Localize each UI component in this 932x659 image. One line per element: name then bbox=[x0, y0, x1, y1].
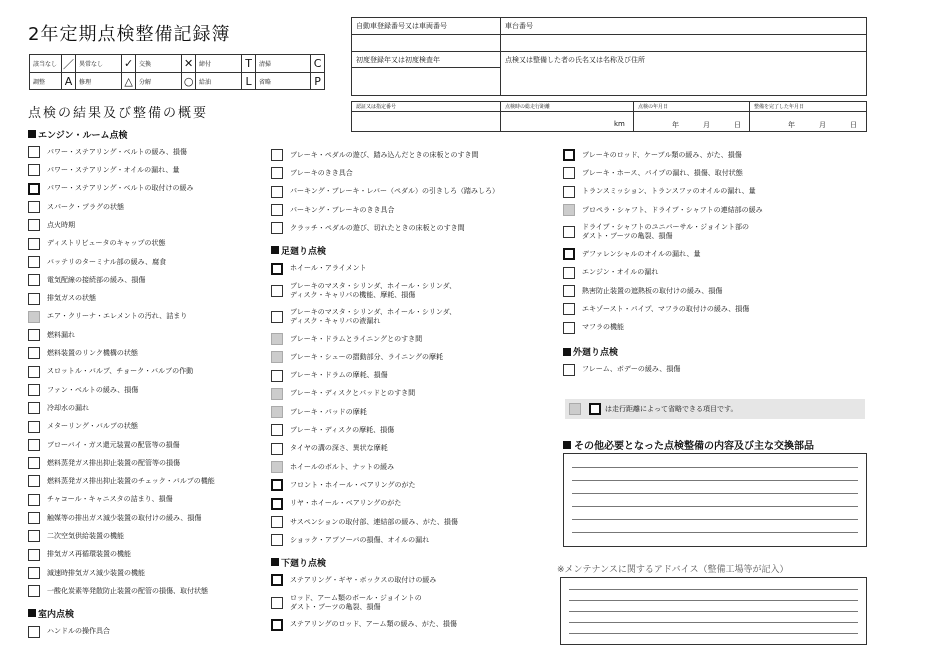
legend-cell bbox=[30, 55, 75, 72]
item-checkbox[interactable] bbox=[28, 274, 40, 286]
checklist-item bbox=[28, 363, 268, 381]
writing-line bbox=[572, 480, 858, 481]
item-label: マフラの機能 bbox=[582, 323, 624, 332]
legend-label: 締付 bbox=[199, 61, 212, 68]
odometer-label: 点検時の総走行距離 bbox=[505, 104, 551, 110]
interior-heading bbox=[28, 604, 268, 622]
checklist-item bbox=[28, 491, 268, 509]
advice-heading: ※メンテナンスに関するアドバイス（整備工場等が記入） bbox=[557, 565, 789, 575]
item-label: ハンドルの操作具合 bbox=[47, 627, 110, 636]
writing-line bbox=[572, 467, 858, 468]
heading-marker bbox=[563, 441, 571, 449]
item-label: ブレーキのきき具合 bbox=[290, 169, 353, 178]
interior-items bbox=[28, 622, 268, 640]
vehicle-info-table bbox=[351, 17, 867, 96]
cert-label: 認証又は指定番号 bbox=[356, 104, 397, 110]
complete-date-label: 整備を完了した年月日 bbox=[754, 104, 805, 110]
section-title: 点検の結果及び整備の概要 bbox=[28, 106, 209, 121]
item-label: ホイール・アライメント bbox=[290, 264, 367, 273]
undercarriage-items bbox=[271, 259, 556, 549]
item-checkbox[interactable] bbox=[28, 293, 40, 305]
item-checkbox[interactable] bbox=[271, 351, 283, 363]
item-checkbox[interactable] bbox=[28, 421, 40, 433]
heading-text: 下廻り点検 bbox=[281, 558, 327, 569]
item-checkbox[interactable] bbox=[28, 530, 40, 542]
legend-cell bbox=[135, 73, 195, 89]
item-label: エンジン・オイルの漏れ bbox=[582, 268, 659, 277]
legend-cell bbox=[75, 55, 135, 72]
item-checkbox[interactable] bbox=[28, 256, 40, 268]
item-checkbox[interactable] bbox=[563, 167, 575, 179]
heading-text: エンジン・ルーム点検 bbox=[38, 130, 128, 141]
heading-marker bbox=[28, 609, 36, 617]
item-label: ステアリングのロッド、アーム類の緩み、がた、損傷 bbox=[290, 620, 457, 629]
checklist-item bbox=[271, 440, 556, 458]
checklist-item bbox=[271, 259, 556, 277]
checklist-item bbox=[28, 582, 268, 600]
item-checkbox[interactable] bbox=[28, 219, 40, 231]
checklist-item bbox=[271, 494, 556, 512]
item-label: ブレーキ・ホース、パイプの漏れ、損傷、取付状態 bbox=[582, 169, 743, 178]
item-checkbox[interactable] bbox=[271, 333, 283, 345]
checklist-item bbox=[563, 183, 863, 201]
checklist-item bbox=[271, 366, 556, 384]
checklist-item bbox=[563, 263, 863, 281]
writing-line bbox=[569, 600, 858, 601]
checklist-item bbox=[271, 590, 556, 616]
item-label: 排気ガス再循環装置の機能 bbox=[47, 550, 131, 559]
item-label: ブレーキのロッド、ケーブル類の緩み、がた、損傷 bbox=[582, 150, 742, 159]
inspect-date-label: 点検の年月日 bbox=[638, 104, 669, 110]
checklist-item bbox=[271, 513, 556, 531]
item-label: パーキング・ブレーキ・レバー（ペダル）の引きしろ（踏みしろ） bbox=[290, 187, 500, 196]
checklist-item bbox=[28, 546, 268, 564]
checklist-item bbox=[28, 198, 268, 216]
item-checkbox[interactable] bbox=[271, 498, 283, 510]
item-label: フロント・ホイール・ベアリングのがた bbox=[290, 480, 416, 489]
page-title: 2年定期点検整備記録簿 bbox=[28, 24, 231, 45]
legend-label: 調整 bbox=[33, 78, 46, 86]
checklist-item bbox=[28, 564, 268, 582]
item-label: 冷却水の漏れ bbox=[47, 403, 89, 412]
item-label: ステアリング・ギヤ・ボックスの取付けの緩み bbox=[290, 576, 437, 585]
item-label: 二次空気供給装置の機能 bbox=[47, 532, 124, 540]
item-checkbox[interactable] bbox=[28, 512, 40, 524]
item-checkbox[interactable] bbox=[28, 585, 40, 597]
checklist-item bbox=[28, 509, 268, 527]
checklist-item bbox=[28, 344, 268, 362]
item-checkbox[interactable] bbox=[28, 201, 40, 213]
writing-line bbox=[569, 622, 858, 623]
checklist-item bbox=[271, 421, 556, 439]
legend-cell bbox=[135, 55, 195, 72]
shop-label: 点検又は整備した者の氏名又は名称及び住所 bbox=[505, 56, 645, 64]
engine-room-heading bbox=[28, 125, 268, 143]
item-label: 点火時期 bbox=[47, 220, 75, 229]
legend-label: 該当なし bbox=[33, 61, 58, 68]
legend-symbol: P bbox=[310, 73, 324, 89]
item-label: ブレーキ・シューの摺動部分、ライニングの摩耗 bbox=[290, 352, 443, 361]
undercarriage-heading bbox=[271, 241, 556, 259]
checklist-item bbox=[271, 616, 556, 634]
item-label: 減速時排気ガス減少装置の機能 bbox=[47, 568, 145, 577]
item-label: ディストリビュータのキャップの状態 bbox=[47, 239, 166, 248]
legend-symbol: C bbox=[310, 55, 324, 72]
writing-line bbox=[572, 506, 858, 507]
item-checkbox[interactable] bbox=[28, 238, 40, 250]
item-checkbox[interactable] bbox=[271, 370, 283, 382]
item-checkbox[interactable] bbox=[563, 186, 575, 198]
item-checkbox[interactable] bbox=[28, 475, 40, 487]
item-label: ドライブ・シャフトのユニバーサル・ジョイント部の ダスト・ブーツの亀裂、損傷 bbox=[582, 223, 749, 241]
checklist-item bbox=[28, 436, 268, 454]
checklist-item bbox=[563, 146, 863, 164]
item-label: ファン・ベルトの緩み、損傷 bbox=[47, 385, 139, 394]
checklist-item bbox=[271, 403, 556, 421]
legend-symbol: ✕ bbox=[181, 55, 195, 72]
item-checkbox[interactable] bbox=[563, 322, 575, 334]
item-label: 電気配線の接続部の緩み、損傷 bbox=[47, 275, 146, 284]
item-checkbox[interactable] bbox=[28, 626, 40, 638]
item-checkbox[interactable] bbox=[271, 311, 283, 323]
item-checkbox[interactable] bbox=[28, 183, 40, 195]
checklist-item bbox=[271, 278, 556, 304]
interior-cont-items bbox=[271, 146, 556, 237]
item-checkbox[interactable] bbox=[28, 146, 40, 158]
item-checkbox[interactable] bbox=[271, 443, 283, 455]
item-label: ショック・アブソーバの損傷、オイルの漏れ bbox=[290, 535, 430, 544]
item-checkbox[interactable] bbox=[271, 479, 283, 491]
item-checkbox[interactable] bbox=[271, 204, 283, 216]
checklist-item bbox=[563, 282, 863, 300]
item-checkbox[interactable] bbox=[28, 366, 40, 378]
item-checkbox[interactable] bbox=[271, 597, 283, 609]
item-label: 燃料蒸発ガス排出抑止装置のチェック・バルブの機能 bbox=[47, 477, 215, 486]
other-notes-area[interactable] bbox=[563, 453, 867, 547]
legend-symbol: ／ bbox=[61, 55, 75, 72]
inspection-info-table bbox=[351, 101, 867, 132]
checklist-item bbox=[28, 143, 268, 161]
column-3 bbox=[563, 146, 863, 379]
checklist-item bbox=[28, 271, 268, 289]
item-label: トランスミッション、トランスファのオイルの漏れ、量 bbox=[582, 187, 756, 196]
item-checkbox[interactable] bbox=[563, 226, 575, 238]
checklist-item bbox=[28, 326, 268, 344]
item-label: ブレーキ・パッドの摩耗 bbox=[290, 407, 367, 416]
legend-symbol: △ bbox=[121, 73, 135, 89]
item-label: 燃料漏れ bbox=[47, 330, 75, 339]
legend-symbol: L bbox=[241, 73, 255, 89]
item-label: 排気ガスの状態 bbox=[47, 294, 96, 303]
writing-line bbox=[572, 493, 858, 494]
item-checkbox[interactable] bbox=[563, 303, 575, 315]
legend-cell bbox=[30, 73, 75, 89]
item-label: パワー・ステアリング・ベルトの取付けの緩み bbox=[47, 184, 194, 193]
heading-marker bbox=[271, 246, 279, 254]
checklist-item bbox=[28, 180, 268, 198]
heading-marker bbox=[28, 130, 36, 138]
item-checkbox[interactable] bbox=[563, 248, 575, 260]
legend-symbol: T bbox=[241, 55, 255, 72]
complete-day: 日 bbox=[850, 121, 857, 129]
checklist-item bbox=[28, 472, 268, 490]
column-2 bbox=[271, 146, 556, 634]
item-label: チャコール・キャニスタの詰まり、損傷 bbox=[47, 495, 173, 504]
item-label: エキゾースト・パイプ、マフラの取付けの緩み、損傷 bbox=[582, 304, 750, 313]
item-label: ブレーキ・ペダルの遊び、踏み込んだときの床板とのすき間 bbox=[290, 150, 479, 159]
item-checkbox[interactable] bbox=[271, 222, 283, 234]
item-label: スロットル・バルブ、チョーク・バルブの作動 bbox=[47, 367, 194, 376]
legend-label: 清掃 bbox=[259, 61, 272, 68]
checklist-item bbox=[563, 318, 863, 336]
item-checkbox[interactable] bbox=[28, 402, 40, 414]
checklist-item bbox=[28, 454, 268, 472]
writing-line bbox=[572, 519, 858, 520]
other-heading bbox=[563, 437, 814, 452]
reg-no-label: 自動車登録番号又は車両番号 bbox=[356, 22, 447, 30]
item-checkbox[interactable] bbox=[28, 164, 40, 176]
item-checkbox[interactable] bbox=[271, 285, 283, 297]
inspect-day: 日 bbox=[734, 121, 741, 129]
under-body-cont-items bbox=[563, 146, 863, 337]
item-checkbox[interactable] bbox=[271, 149, 283, 161]
heading-text: 足廻り点検 bbox=[281, 246, 327, 257]
checklist-item bbox=[271, 219, 556, 237]
legend-cell bbox=[75, 73, 135, 89]
legend-table bbox=[29, 54, 325, 90]
item-label: ブレーキのマスタ・シリンダ、ホイール・シリンダ、 ディスク・キャリパの液漏れ bbox=[290, 308, 457, 325]
item-label: 熱害防止装置の遮熱板の取付けの緩み、損傷 bbox=[582, 286, 723, 295]
legend-label: 分解 bbox=[139, 78, 152, 86]
exterior-items bbox=[563, 361, 863, 379]
checklist-item bbox=[28, 289, 268, 307]
chassis-label: 車台番号 bbox=[505, 22, 533, 30]
item-checkbox[interactable] bbox=[271, 424, 283, 436]
checklist-item bbox=[28, 527, 268, 545]
legend-cell bbox=[195, 73, 255, 89]
item-label: リヤ・ホイール・ベアリングのがた bbox=[290, 499, 402, 508]
checklist-item bbox=[28, 216, 268, 234]
checklist-item bbox=[271, 304, 556, 330]
writing-line bbox=[572, 532, 858, 533]
checklist-item bbox=[563, 219, 863, 245]
item-checkbox[interactable] bbox=[28, 347, 40, 359]
heading-text: その他必要となった点検整備の内容及び主な交換部品 bbox=[574, 441, 814, 452]
odometer-unit: km bbox=[614, 120, 625, 128]
checklist-item bbox=[271, 146, 556, 164]
item-checkbox[interactable] bbox=[563, 285, 575, 297]
inspect-month: 月 bbox=[703, 121, 710, 129]
item-label: ブレーキのマスタ・シリンダ、ホイール・シリンダ、 ディスク・キャリパの機能、摩耗、損傷 bbox=[290, 282, 457, 299]
item-label: スパーク・プラグの状態 bbox=[47, 202, 124, 211]
item-checkbox[interactable] bbox=[28, 311, 40, 323]
item-label: メターリング・バルブの状態 bbox=[47, 422, 138, 431]
item-label: デファレンシャルのオイルの漏れ、量 bbox=[582, 249, 701, 258]
checklist-item bbox=[271, 531, 556, 549]
legend-cell bbox=[195, 55, 255, 72]
checklist-item bbox=[28, 234, 268, 252]
item-label: 燃料装置のリンク機構の状態 bbox=[47, 349, 138, 358]
omission-note bbox=[565, 399, 865, 419]
heading-marker bbox=[271, 558, 279, 566]
legend-label: 修理 bbox=[79, 78, 92, 86]
item-label: クラッチ・ペダルの遊び、切れたときの床板とのすき間 bbox=[290, 223, 465, 232]
item-checkbox[interactable] bbox=[271, 461, 283, 473]
item-checkbox[interactable] bbox=[563, 204, 575, 216]
item-checkbox[interactable] bbox=[271, 574, 283, 586]
item-label: タイヤの溝の深さ、異状な摩耗 bbox=[290, 444, 388, 453]
item-checkbox[interactable] bbox=[271, 516, 283, 528]
checklist-item bbox=[271, 385, 556, 403]
item-checkbox[interactable] bbox=[271, 388, 283, 400]
writing-line bbox=[569, 611, 858, 612]
legend-cell bbox=[255, 73, 324, 89]
checklist-item bbox=[563, 245, 863, 263]
legend-label: 交換 bbox=[139, 61, 152, 68]
item-label: ブレーキ・ディスクとパッドとのすき間 bbox=[290, 389, 416, 398]
writing-line bbox=[569, 589, 858, 590]
writing-line bbox=[569, 633, 858, 634]
legend-cell bbox=[255, 55, 324, 72]
note-text: は走行距離によって省略できる項目です。 bbox=[605, 405, 738, 413]
checklist-item bbox=[563, 300, 863, 318]
divider bbox=[352, 34, 866, 35]
under-body-items bbox=[271, 571, 556, 634]
legend-label: 給油 bbox=[199, 78, 212, 86]
item-label: ブレーキ・ドラムの摩耗、損傷 bbox=[290, 371, 388, 380]
checklist-item bbox=[271, 201, 556, 219]
inspect-year: 年 bbox=[672, 121, 679, 129]
item-label: バッテリのターミナル部の緩み、腐食 bbox=[47, 257, 167, 266]
item-checkbox[interactable] bbox=[563, 364, 575, 376]
checklist-item bbox=[28, 253, 268, 271]
item-label: 燃料蒸発ガス排出抑止装置の配管等の損傷 bbox=[47, 458, 180, 467]
legend-row-2 bbox=[30, 72, 324, 89]
checklist-item bbox=[28, 622, 268, 640]
item-checkbox[interactable] bbox=[28, 567, 40, 579]
checklist-item bbox=[563, 164, 863, 182]
checklist-item bbox=[271, 183, 556, 201]
item-label: 一酸化炭素等発散防止装置の配管の損傷、取付状態 bbox=[47, 586, 208, 595]
item-label: ブレーキ・ディスクの摩耗、損傷 bbox=[290, 426, 395, 435]
item-checkbox[interactable] bbox=[28, 329, 40, 341]
item-label: パワー・ステアリング・オイルの漏れ、量 bbox=[47, 166, 180, 175]
legend-label: 異常なし bbox=[79, 61, 104, 68]
item-label: サスペンションの取付部、連結部の緩み、がた、損傷 bbox=[290, 517, 458, 526]
item-label: ブローバイ・ガス還元装置の配管等の損傷 bbox=[47, 440, 180, 449]
checklist-item bbox=[271, 348, 556, 366]
item-checkbox[interactable] bbox=[271, 186, 283, 198]
checklist-item bbox=[563, 201, 863, 219]
engine-room-items bbox=[28, 143, 268, 600]
item-checkbox[interactable] bbox=[271, 263, 283, 275]
checklist-item bbox=[28, 308, 268, 326]
item-checkbox[interactable] bbox=[28, 384, 40, 396]
checklist-item bbox=[271, 164, 556, 182]
legend-symbol: ○ bbox=[181, 73, 195, 89]
bold-checkbox-sample bbox=[589, 403, 601, 415]
checklist-item bbox=[563, 361, 863, 379]
item-checkbox[interactable] bbox=[563, 267, 575, 279]
checklist-item bbox=[28, 399, 268, 417]
gray-checkbox-sample bbox=[569, 403, 581, 415]
legend-label: 省略 bbox=[259, 78, 272, 86]
item-label: 触媒等の排出ガス減少装置の取付けの緩み、損傷 bbox=[47, 513, 202, 522]
item-label: ホイールのボルト、ナットの緩み bbox=[290, 462, 395, 471]
item-checkbox[interactable] bbox=[28, 549, 40, 561]
exterior-heading bbox=[563, 343, 863, 361]
legend-row-1 bbox=[30, 55, 324, 72]
column-1 bbox=[28, 125, 268, 641]
checklist-item bbox=[28, 417, 268, 435]
heading-marker bbox=[563, 348, 571, 356]
first-reg-label: 初度登録年又は初度検査年 bbox=[356, 56, 440, 64]
checklist-item bbox=[271, 571, 556, 589]
item-label: プロペラ・シャフト、ドライブ・シャフトの連結部の緩み bbox=[582, 205, 763, 214]
checklist-item bbox=[28, 161, 268, 179]
checklist-item bbox=[271, 330, 556, 348]
advice-notes-area[interactable] bbox=[560, 577, 867, 645]
legend-symbol: ✓ bbox=[121, 55, 135, 72]
item-label: パーキング・ブレーキのきき具合 bbox=[290, 205, 395, 214]
item-label: フレーム、ボデーの緩み、損傷 bbox=[582, 365, 681, 374]
item-label: パワー・ステアリング・ベルトの緩み、損傷 bbox=[47, 147, 187, 156]
complete-month: 月 bbox=[819, 121, 826, 129]
item-checkbox[interactable] bbox=[271, 167, 283, 179]
item-label: ロッド、アーム類のボール・ジョイントの ダスト・ブーツの亀裂、損傷 bbox=[290, 593, 422, 611]
item-label: エア・クリーナ・エレメントの汚れ、詰まり bbox=[47, 312, 188, 321]
complete-year: 年 bbox=[788, 121, 795, 129]
heading-text: 室内点検 bbox=[38, 609, 75, 620]
item-label: ブレーキ・ドラムとライニングとのすき間 bbox=[290, 334, 423, 343]
legend-symbol: A bbox=[61, 73, 75, 89]
checklist-item bbox=[271, 458, 556, 476]
heading-text: 外廻り点検 bbox=[573, 348, 619, 359]
item-checkbox[interactable] bbox=[271, 619, 283, 631]
checklist-item bbox=[28, 381, 268, 399]
checklist-item bbox=[271, 476, 556, 494]
item-checkbox[interactable] bbox=[271, 534, 283, 546]
item-checkbox[interactable] bbox=[28, 457, 40, 469]
item-checkbox[interactable] bbox=[28, 494, 40, 506]
item-checkbox[interactable] bbox=[28, 439, 40, 451]
item-checkbox[interactable] bbox=[563, 149, 575, 161]
under-body-heading bbox=[271, 553, 556, 571]
item-checkbox[interactable] bbox=[271, 406, 283, 418]
